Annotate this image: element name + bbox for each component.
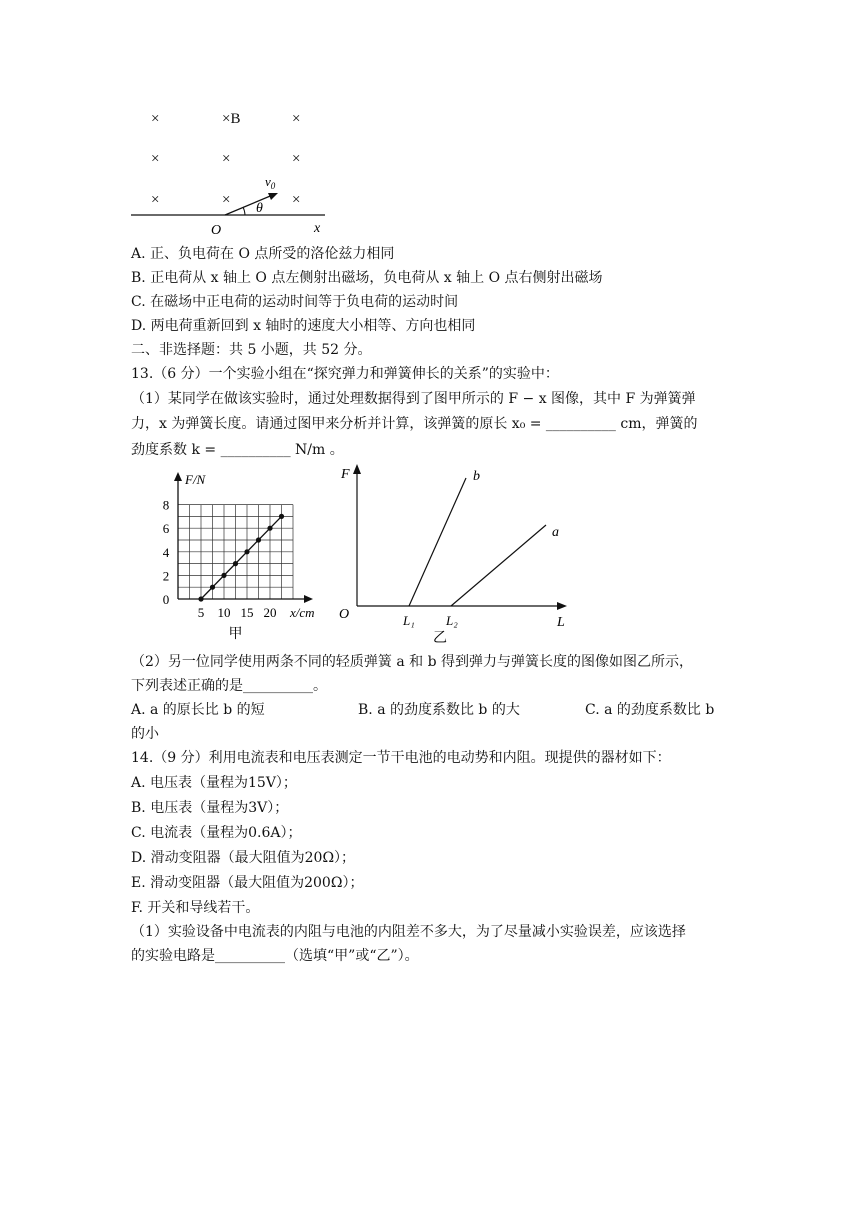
q12-option-d: D. 两电荷重新回到 x 轴时的速度大小相等、方向也相同: [131, 318, 476, 334]
x-tick-label: 20: [263, 605, 277, 620]
q14-item-f: F. 开关和导线若干。: [131, 900, 260, 916]
x-tick-label: 10: [217, 605, 231, 620]
q14-item-e: E. 滑动变阻器（最大阻值为200Ω）；: [131, 875, 364, 891]
data-point: [267, 526, 272, 531]
q14-item-b: B. 电压表（量程为3V）；: [131, 800, 289, 816]
q13-part1-line2: 力，x 为弹簧长度。请通过图甲来分析并计算，该弹簧的原长 x₀ = __________ cm，弹簧的: [131, 416, 698, 432]
x-axis-arrow: [557, 602, 567, 610]
series-line-a: [451, 525, 546, 606]
data-point: [279, 514, 284, 519]
velocity-arrowhead: [268, 193, 278, 200]
q13-option-a: A. a 的原长比 b 的短: [131, 702, 265, 718]
data-point: [233, 561, 238, 566]
magnetic-field-figure: [125, 100, 340, 240]
q13-part2-line2: 下列表述正确的是__________。: [131, 678, 327, 694]
x-axis-label: L: [557, 615, 565, 630]
y-axis-arrow: [353, 464, 361, 474]
x-tick-label: 15: [240, 605, 254, 620]
q14-item-d: D. 滑动变阻器（最大阻值为20Ω）；: [131, 850, 356, 866]
chart-grid: [178, 505, 293, 599]
y-axis-label: F: [341, 467, 350, 482]
velocity-vector: [225, 194, 275, 215]
q13-option-b: B. a 的劲度系数比 b 的大: [358, 702, 520, 718]
y-tick-label: 6: [162, 521, 170, 537]
series-label-b: b: [473, 469, 480, 484]
q14-part1-line1: （1）实验设备中电流表的内阻与电池的内阻差不多大，为了尽量减小实验误差，应该选择: [131, 924, 686, 940]
field-cross: ×: [292, 111, 301, 127]
q12-option-b: B. 正电荷从 x 轴上 O 点左侧射出磁场，负电荷从 x 轴上 O 点右侧射出磁场: [131, 270, 603, 286]
data-point: [221, 573, 226, 578]
x-axis-arrow: [304, 595, 313, 603]
q14-item-c: C. 电流表（量程为0.6A）；: [131, 825, 302, 841]
data-point: [244, 549, 249, 554]
q12-option-a: A. 正、负电荷在 O 点所受的洛伦兹力相同: [131, 246, 395, 262]
chart-axes: [174, 472, 313, 603]
field-cross: ×: [151, 111, 160, 127]
series-line-b: [409, 478, 466, 606]
field-cross: ×: [292, 192, 301, 208]
chart-caption: 乙: [433, 631, 447, 646]
q13-option-c: C. a 的劲度系数比 b: [585, 702, 715, 718]
origin-label: O: [339, 607, 350, 622]
x-axis-label: x: [314, 221, 321, 236]
q13-option-c-continued: 的小: [131, 726, 159, 742]
q14-item-a: A. 电压表（量程为15V）；: [131, 775, 297, 791]
y-tick-label: 2: [162, 568, 170, 584]
velocity-label: $v_0$: [265, 174, 276, 191]
q13-part1-line3: 劲度系数 k = __________ N/m 。: [131, 442, 344, 458]
data-point: [210, 585, 215, 590]
origin-label: O: [211, 223, 222, 238]
x-tick-label: 5: [197, 605, 205, 620]
x-axis-label: x/cm: [290, 605, 315, 620]
data-point: [198, 596, 203, 601]
y-tick-label: 0: [162, 592, 170, 607]
chart-jia: [133, 466, 323, 644]
chart-yi: [333, 458, 578, 648]
q13-stem: 13.（6 分）一个实验小组在“探究弹力和弹簧伸长的关系”的实验中：: [131, 366, 559, 382]
theta-label: θ: [256, 201, 263, 216]
field-cross: ×: [222, 192, 231, 208]
q13-part1-line1: （1）某同学在做该实验时，通过处理数据得到了图甲所示的 F − x 图像，其中 F 为弹簧弹: [131, 391, 696, 407]
q14-stem: 14.（9 分）利用电流表和电压表测定一节干电池的电动势和内阻。现提供的器材如下：: [131, 750, 671, 766]
series-label-a: a: [552, 525, 559, 540]
data-point: [256, 537, 261, 542]
y-axis-arrow: [174, 472, 182, 481]
field-cross: ×: [151, 192, 160, 208]
q12-option-c: C. 在磁场中正电荷的运动时间等于负电荷的运动时间: [131, 294, 459, 310]
q13-part2-line1: （2）另一位同学使用两条不同的轻质弹簧 a 和 b 得到弹力与弹簧长度的图像如图乙所示，: [131, 654, 694, 670]
section-heading: 二、非选择题：共 5 小题，共 52 分。: [131, 342, 372, 358]
y-tick-label: 8: [162, 497, 170, 513]
tick-label-l1: L₁: [403, 613, 415, 628]
chart-caption: 甲: [228, 627, 243, 642]
tick-label-l2: L₂: [446, 613, 458, 628]
q14-part1-line2: 的实验电路是__________（选填“甲”或“乙”）。: [131, 948, 419, 964]
y-axis-label: F/N: [185, 472, 206, 487]
y-tick-label: 4: [162, 544, 170, 560]
field-cross: ×: [292, 151, 301, 167]
field-label-b: ×B: [222, 111, 241, 127]
angle-arc: [243, 207, 245, 215]
field-cross: ×: [222, 151, 231, 167]
field-cross: ×: [151, 151, 160, 167]
